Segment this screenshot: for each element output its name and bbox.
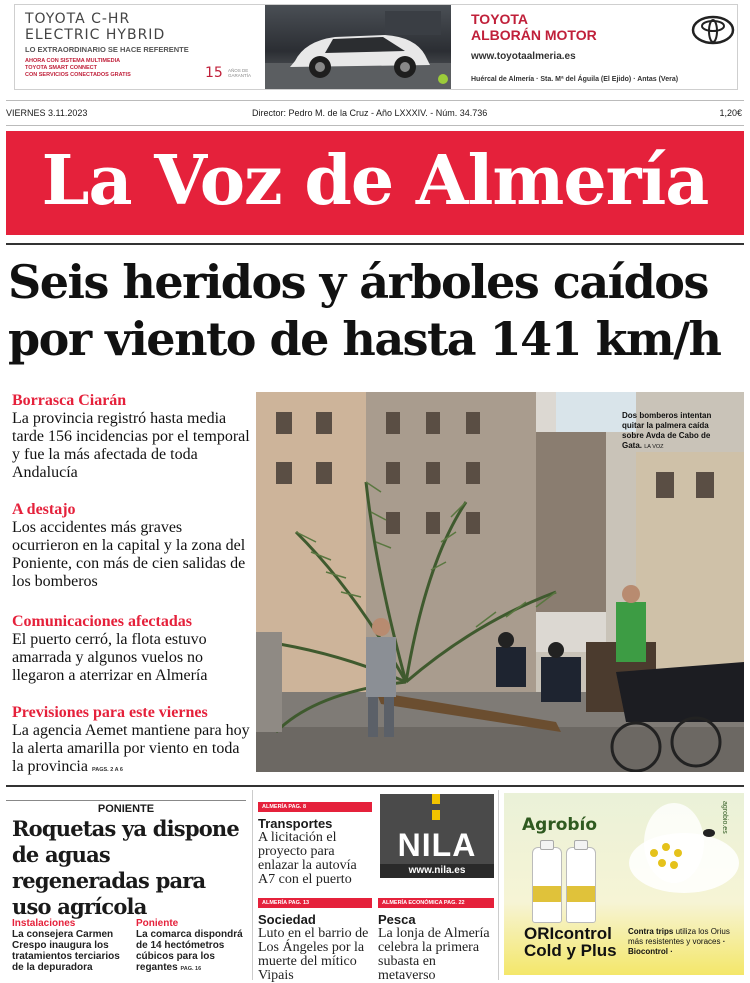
ad-fine-1: AHORA CON SISTEMA MULTIMEDIA bbox=[25, 58, 121, 64]
sub-kicker: Poniente bbox=[136, 918, 179, 929]
brief-head: Transportes bbox=[258, 816, 333, 831]
column-divider bbox=[498, 790, 499, 980]
newspaper-title: La Voz de Almería bbox=[41, 141, 709, 221]
ad-warranty-years: 15 bbox=[205, 65, 223, 81]
sub-text: La consejera Carmen Crespo inaugura los tratamientos terciarios de la depuradora bbox=[12, 929, 120, 973]
agrobio-desc-body: utiliza los Orius más resistentes y voraces bbox=[628, 927, 730, 946]
issue-price: 1,20€ bbox=[719, 108, 742, 118]
ad-address: Huércal de Almería · Sta. Mª del Águila (El Ejido) · Antas (Vera) bbox=[471, 76, 679, 83]
story-item-borrasca[interactable] bbox=[12, 392, 252, 482]
brief-sociedad[interactable] bbox=[258, 891, 372, 983]
agrobio-product-line1: ORIcontrol bbox=[524, 924, 612, 943]
brief-text: A licitación el proyecto para enlazar la autovía A7 con el puerto bbox=[258, 830, 357, 887]
story-item-body: La agencia Aemet mantiene para hoy la alerta amarilla por viento en toda la provincia bbox=[12, 722, 250, 775]
agrobio-description bbox=[628, 927, 740, 957]
brief-pesca[interactable] bbox=[378, 891, 494, 983]
ad-dealer-line1: TOYOTA bbox=[471, 11, 529, 27]
section-label-poniente: PONIENTE bbox=[6, 800, 246, 815]
issue-date: VIERNES 3.11.2023 bbox=[6, 108, 88, 118]
brief-head: Sociedad bbox=[258, 912, 316, 927]
nila-brand: NILA bbox=[397, 827, 477, 863]
sub-text bbox=[136, 929, 246, 975]
agrobio-url[interactable]: agrobio.es bbox=[721, 801, 728, 834]
ad-model-line2: ELECTRIC HYBRID bbox=[25, 27, 166, 43]
car-icon bbox=[265, 5, 451, 89]
story-item-text: La provincia registró hasta media tarde 156 incidencias por el temporal y fue la más afectada de toda Andalucía bbox=[12, 410, 250, 481]
main-headline[interactable]: Seis heridos y árboles caídos por viento de hasta 141 km/h bbox=[8, 255, 721, 366]
photo-caption-text: Dos bomberos intentan quitar la palmera caída sobre Avda de Cabo de Gata. bbox=[622, 411, 712, 450]
sub-kicker: Instalaciones bbox=[12, 918, 76, 929]
brief-section-label: ALMERÍA PAG. 13 bbox=[258, 898, 372, 908]
page-reference: PAGS. 2 A 6 bbox=[91, 767, 123, 773]
agrobio-product bbox=[524, 925, 617, 959]
story-item-kicker: Borrasca Ciarán bbox=[12, 392, 127, 409]
ad-fine-3: CON SERVICIOS CONECTADOS GRATIS bbox=[25, 72, 131, 78]
poniente-sub-instalaciones[interactable] bbox=[12, 918, 128, 973]
agrobio-advertisement[interactable] bbox=[504, 793, 744, 975]
agrobio-brand: Agrobío bbox=[522, 815, 598, 835]
brief-text: La lonja de Almería celebra la primera subasta en metaverso bbox=[378, 926, 490, 983]
sub-body: La comarca dispondrá de 14 hectómetros cúbicos para los regantes bbox=[136, 929, 243, 973]
brief-section-label: ALMERÍA PAG. 8 bbox=[258, 802, 372, 812]
ad-dealer-line2: ALBORÁN MOTOR bbox=[471, 27, 597, 43]
dateline-bar bbox=[6, 100, 744, 126]
brief-text: Luto en el barrio de Los Ángeles por la muerte del mítico Vipais bbox=[258, 926, 369, 983]
story-item-comunicaciones[interactable] bbox=[12, 613, 252, 685]
photo-caption bbox=[622, 411, 722, 452]
ad-model-line1: TOYOTA C-HR bbox=[25, 11, 131, 27]
story-item-kicker: Comunicaciones afectadas bbox=[12, 613, 192, 630]
story-item-destajo[interactable] bbox=[12, 501, 252, 591]
story-item-text: El puerto cerró, la flota estuvo amarrada y algunos vuelos no llegaron a aterrizar en Almería bbox=[12, 631, 208, 684]
brief-head: Pesca bbox=[378, 912, 416, 927]
agrobio-product-line2: Cold y Plus bbox=[524, 941, 617, 960]
director-info: Director: Pedro M. de la Cruz - Año LXXXIV. - Núm. 34.736 bbox=[252, 108, 488, 118]
agrobio-desc-tail: · Biocontrol · bbox=[628, 937, 726, 956]
story-item-text: Los accidentes más graves ocurrieron en la capital y la zona del Poniente, con más de cien salidas de los bomberos bbox=[12, 519, 246, 590]
ad-tagline: LO EXTRAORDINARIO SE HACE REFERENTE bbox=[25, 45, 189, 54]
ad-url[interactable]: www.toyotaalmeria.es bbox=[471, 51, 576, 62]
brief-section-label: ALMERÍA ECONÓMICA PAG. 22 bbox=[378, 898, 494, 908]
nila-advertisement[interactable] bbox=[380, 794, 494, 878]
photo-credit: LA VOZ bbox=[644, 444, 664, 450]
toyota-logo-icon bbox=[691, 15, 735, 45]
story-item-kicker: A destajo bbox=[12, 501, 76, 518]
product-bottle-icon bbox=[566, 847, 596, 923]
poniente-headline[interactable]: Roquetas ya dispone de aguas regeneradas para uso agrícola bbox=[12, 816, 239, 919]
nila-url[interactable]: www.nila.es bbox=[380, 864, 494, 878]
toyota-advertisement[interactable] bbox=[14, 4, 738, 90]
story-item-previsiones[interactable] bbox=[12, 704, 252, 779]
column-divider bbox=[252, 790, 253, 980]
poniente-sub-comarca[interactable] bbox=[136, 918, 246, 975]
bottom-section-rule bbox=[6, 785, 744, 787]
ad-warranty-text: AÑOS DE GARANTÍA bbox=[228, 68, 252, 78]
masthead[interactable] bbox=[6, 131, 744, 235]
story-item-text bbox=[12, 722, 252, 779]
ad-car-image bbox=[265, 5, 451, 89]
brief-transportes[interactable] bbox=[258, 795, 372, 887]
page-reference: PAG. 16 bbox=[180, 966, 202, 972]
ad-fine-2: TOYOTA SMART CONNECT bbox=[25, 65, 98, 71]
product-bottle-icon bbox=[532, 847, 562, 923]
story-item-kicker: Previsiones para este viernes bbox=[12, 704, 208, 721]
agrobio-desc-lead: Contra trips bbox=[628, 927, 674, 936]
